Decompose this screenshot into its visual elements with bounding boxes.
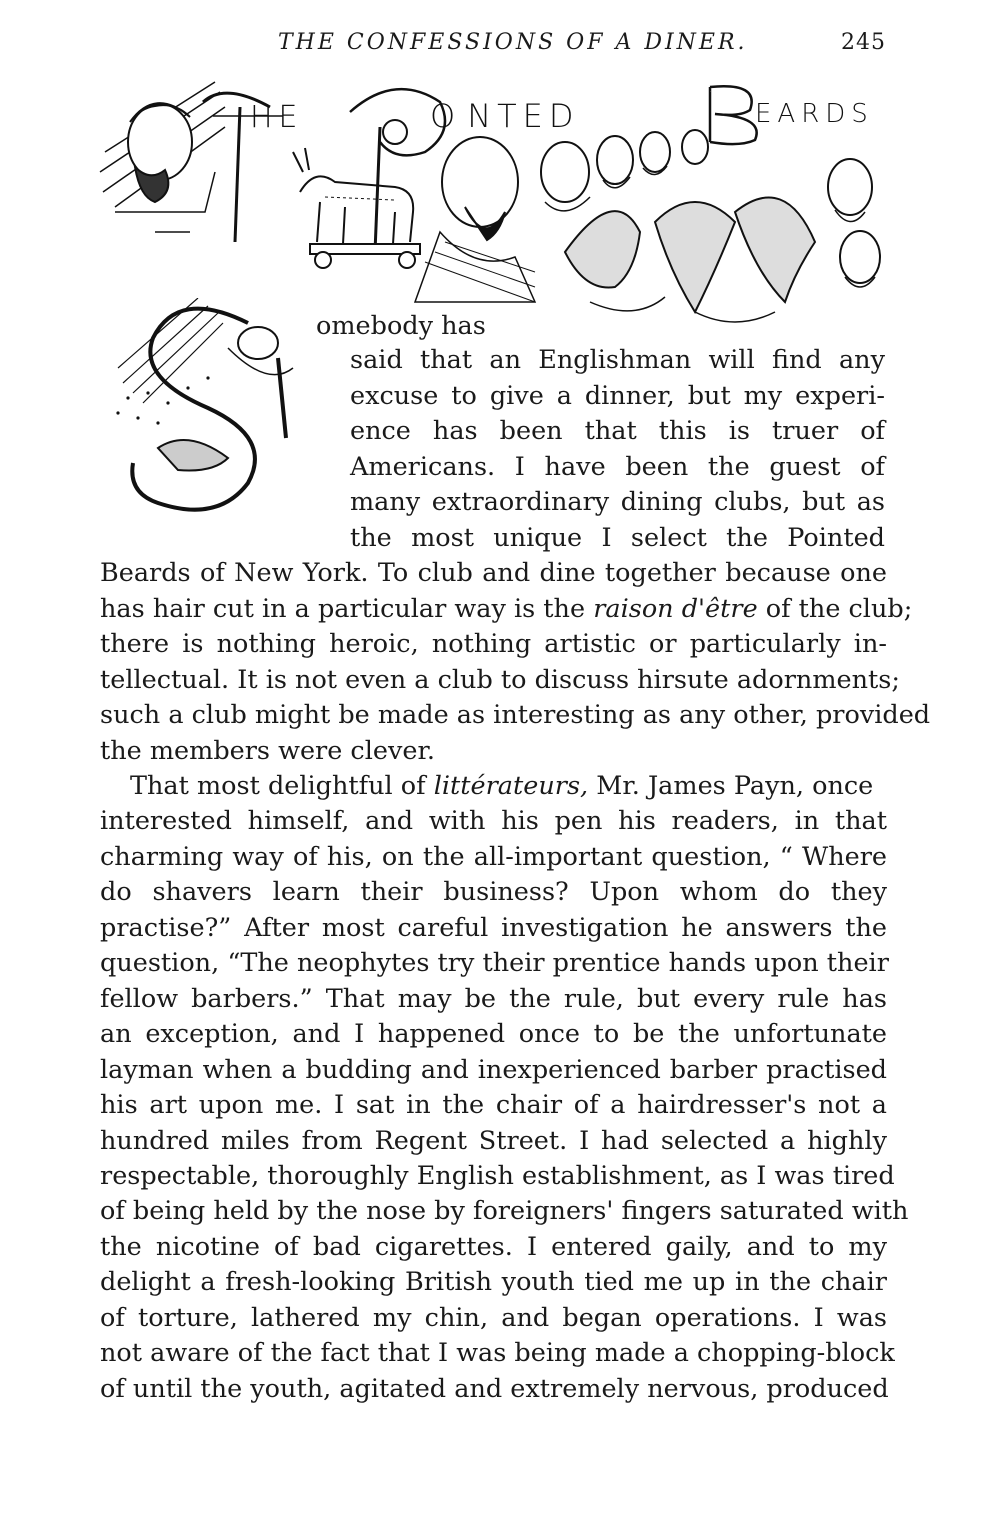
text-line-mixed	[100, 591, 913, 627]
text-line: respectable, thoroughly English establishment, as I was tired	[100, 1161, 895, 1191]
text-line: ence has been that this is truer of	[350, 416, 885, 446]
title-word-pointed-o: O	[430, 97, 462, 135]
drop-cap-illustration	[98, 298, 316, 513]
text-line: do shavers learn their business? Upon whom do they	[100, 877, 887, 907]
running-title: THE CONFESSIONS OF A DINER.	[278, 30, 748, 55]
text-line: layman when a budding and inexperienced barber practised	[100, 1055, 887, 1085]
title-initial-p: P	[363, 262, 364, 263]
goat-on-wheels-figure	[293, 148, 420, 268]
text-line: of being held by the nose by foreigners' fingers saturated with	[100, 1196, 909, 1226]
bearded-diner-head	[238, 327, 278, 359]
text-line: Beards of New York. To club and dine together because one	[100, 558, 887, 588]
text-line: of until the youth, agitated and extremely nervous, produced	[100, 1374, 889, 1404]
title-initial-b: B	[710, 92, 711, 93]
beard-leaves-ornament	[565, 197, 815, 322]
text-line: an exception, and I happened once to be the unfortunate	[100, 1019, 887, 1049]
text-segment: Mr. James Payn, once	[596, 771, 874, 801]
text-line: hundred miles from Regent Street. I had selected a highly	[100, 1126, 887, 1156]
title-letter-b	[710, 86, 757, 144]
text-line: the most unique I select the Pointed	[350, 523, 885, 553]
text-line: of torture, lathered my chin, and began operations. I was	[100, 1303, 887, 1333]
hand-figure	[158, 440, 228, 471]
text-line: delight a fresh-looking British youth tied me up in the chair	[100, 1267, 887, 1297]
text-segment: has hair cut in a particular way is the	[100, 594, 586, 624]
text-line: question, “The neophytes try their prentice hands upon their	[100, 948, 889, 978]
text-line: the members were clever.	[100, 736, 435, 766]
text-line: said that an Englishman will find any	[350, 345, 885, 375]
running-head	[100, 30, 890, 64]
left-portrait-figure	[100, 82, 225, 232]
text-line: such a club might be made as interesting as any other, provided	[100, 700, 931, 730]
text-line: there is nothing heroic, nothing artistic or particularly in-	[100, 629, 887, 659]
right-portraits-figure	[828, 159, 880, 287]
text-segment-italic: littérateurs,	[433, 771, 589, 801]
title-word-pointed	[430, 97, 580, 135]
text-line: charming way of his, on the all-important question, “ Where	[100, 842, 887, 872]
title-word-beards: EARDS	[755, 99, 874, 129]
text-line: tellectual. It is not even a club to discuss hirsute adornments;	[100, 665, 900, 695]
text-line: the nicotine of bad cigarettes. I entered gaily, and to my	[100, 1232, 887, 1262]
text-line: not aware of the fact that I was being made a chopping-block	[100, 1338, 895, 1368]
text-line: Americans. I have been the guest of	[350, 452, 885, 482]
drop-cap-letter: S	[98, 298, 99, 299]
text-line-mixed	[130, 768, 887, 804]
text-line: omebody has	[316, 311, 486, 341]
row-of-heads-figure	[541, 130, 708, 211]
title-word-the: HE	[250, 100, 304, 135]
text-segment: of the club;	[765, 594, 913, 624]
text-segment-italic: raison d'être	[593, 594, 758, 624]
text-line: interested himself, and with his pen his readers, in that	[100, 806, 887, 836]
central-portrait-figure	[415, 137, 535, 302]
text-line: practise?” After most careful investigation he answers the	[100, 913, 887, 943]
text-line: many extraordinary dining clubs, but as	[350, 487, 885, 517]
text-line: his art upon me. I sat in the chair of a hairdresser's not a	[100, 1090, 887, 1120]
drop-cap-letter-s	[132, 309, 255, 510]
page-number: 245	[841, 30, 886, 55]
text-segment: That most delightful of	[130, 771, 426, 801]
title-word-pointed-rest: NTED	[467, 97, 580, 135]
text-line: excuse to give a dinner, but my experi-	[350, 381, 885, 411]
text-line: fellow barbers.” That may be the rule, but every rule has	[100, 984, 887, 1014]
